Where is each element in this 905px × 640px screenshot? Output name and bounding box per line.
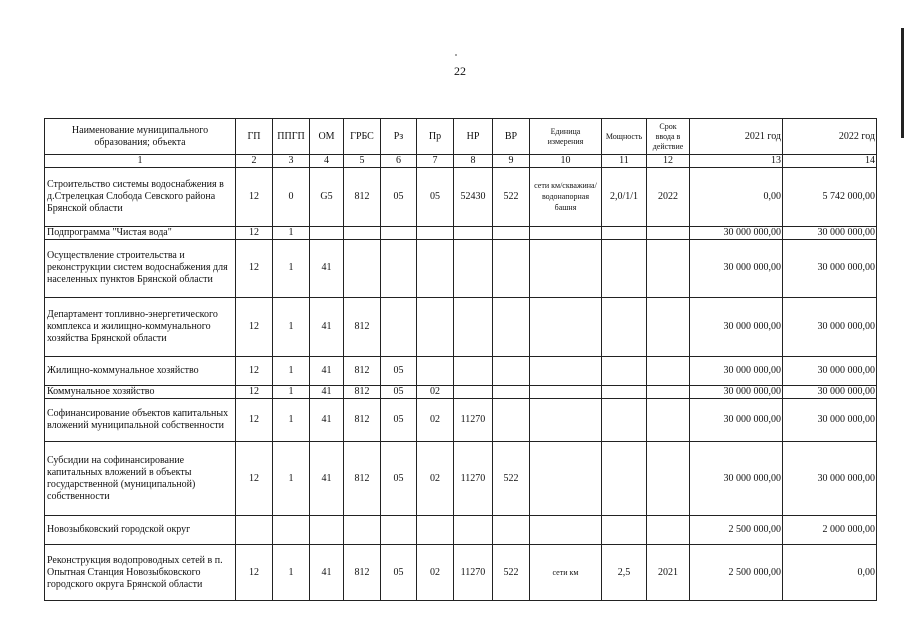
cell-rz: 05	[381, 545, 417, 601]
cell-y2022: 30 000 000,00	[783, 356, 877, 385]
cell-om: G5	[310, 168, 344, 227]
cell-rz	[381, 226, 417, 239]
cell-vr	[493, 226, 530, 239]
cell-name: Субсидии на софинансирование капитальных вложений в объекты государственной (муниципальной) собственности	[45, 442, 236, 516]
cell-pr	[417, 356, 454, 385]
cell-vr	[493, 385, 530, 398]
cell-om	[310, 226, 344, 239]
cell-name: Новозыбковский городской округ	[45, 516, 236, 545]
cell-name: Софинансирование объектов капитальных вложений муниципальной собственности	[45, 399, 236, 442]
cell-gp: 12	[236, 442, 273, 516]
cell-grbs: 812	[344, 298, 381, 357]
cell-unit	[530, 385, 602, 398]
column-number: 11	[602, 155, 647, 168]
cell-np	[454, 356, 493, 385]
cell-capacity	[602, 442, 647, 516]
cell-om: 41	[310, 545, 344, 601]
column-number: 14	[783, 155, 877, 168]
table-row	[45, 298, 877, 357]
cell-pr	[417, 239, 454, 298]
scan-speck	[455, 54, 457, 56]
cell-rz: 05	[381, 356, 417, 385]
column-number: 9	[493, 155, 530, 168]
cell-gp: 12	[236, 385, 273, 398]
cell-ppgp: 1	[273, 545, 310, 601]
header-pr: Пр	[417, 119, 454, 155]
cell-name: Строительство системы водоснабжения в д.Стрелецкая Слобода Севского района Брянской области	[45, 168, 236, 227]
table-row	[45, 399, 877, 442]
cell-capacity	[602, 226, 647, 239]
cell-name: Осуществление строительства и реконструкции систем водоснабжения для населенных пунктов Брянской области	[45, 239, 236, 298]
header-2021: 2021 год	[690, 119, 783, 155]
cell-capacity: 2,5	[602, 545, 647, 601]
column-number: 1	[45, 155, 236, 168]
column-number: 12	[647, 155, 690, 168]
cell-om	[310, 516, 344, 545]
cell-vr: 522	[493, 545, 530, 601]
table-row	[45, 168, 877, 227]
cell-unit: сети км	[530, 545, 602, 601]
cell-y2022: 5 742 000,00	[783, 168, 877, 227]
header-capacity: Мощность	[602, 119, 647, 155]
cell-rz	[381, 298, 417, 357]
header-ppgp: ППГП	[273, 119, 310, 155]
column-number: 8	[454, 155, 493, 168]
cell-rz: 05	[381, 168, 417, 227]
header-grbs: ГРБС	[344, 119, 381, 155]
cell-y2021: 30 000 000,00	[690, 356, 783, 385]
cell-y2021: 2 500 000,00	[690, 516, 783, 545]
cell-ppgp: 1	[273, 385, 310, 398]
cell-rz: 05	[381, 442, 417, 516]
cell-ppgp: 1	[273, 356, 310, 385]
cell-ppgp: 0	[273, 168, 310, 227]
column-number: 5	[344, 155, 381, 168]
cell-vr	[493, 298, 530, 357]
cell-om: 41	[310, 356, 344, 385]
cell-name: Реконструкция водопроводных сетей в п. Опытная Станция Новозыбковского городского округа Брянской области	[45, 545, 236, 601]
cell-pr: 02	[417, 385, 454, 398]
cell-pr: 05	[417, 168, 454, 227]
cell-np: 11270	[454, 399, 493, 442]
page-number: 22	[454, 64, 466, 78]
header-om: ОМ	[310, 119, 344, 155]
cell-grbs: 812	[344, 385, 381, 398]
column-number: 10	[530, 155, 602, 168]
header-term: Срок ввода в действие	[647, 119, 690, 155]
cell-pr: 02	[417, 545, 454, 601]
table-row	[45, 356, 877, 385]
cell-rz: 05	[381, 399, 417, 442]
cell-unit: сети км/скважина/водонапорная башня	[530, 168, 602, 227]
cell-ppgp: 1	[273, 226, 310, 239]
header-name: Наименование муниципального образования; объекта	[45, 119, 236, 155]
cell-unit	[530, 442, 602, 516]
cell-y2021: 30 000 000,00	[690, 399, 783, 442]
cell-rz: 05	[381, 385, 417, 398]
cell-capacity: 2,0/1/1	[602, 168, 647, 227]
column-number: 4	[310, 155, 344, 168]
header-np: НР	[454, 119, 493, 155]
cell-y2022: 30 000 000,00	[783, 239, 877, 298]
cell-gp: 12	[236, 356, 273, 385]
cell-term	[647, 298, 690, 357]
cell-y2022: 30 000 000,00	[783, 385, 877, 398]
table-body	[45, 168, 877, 601]
cell-vr	[493, 399, 530, 442]
header-2022: 2022 год	[783, 119, 877, 155]
cell-om: 41	[310, 239, 344, 298]
cell-y2022: 30 000 000,00	[783, 226, 877, 239]
header-row	[45, 119, 877, 155]
cell-np	[454, 385, 493, 398]
cell-capacity	[602, 356, 647, 385]
cell-term	[647, 356, 690, 385]
cell-y2021: 2 500 000,00	[690, 545, 783, 601]
cell-capacity	[602, 516, 647, 545]
cell-gp: 12	[236, 226, 273, 239]
cell-gp	[236, 516, 273, 545]
column-number: 2	[236, 155, 273, 168]
cell-grbs	[344, 226, 381, 239]
cell-pr	[417, 226, 454, 239]
column-number-row	[45, 155, 877, 168]
cell-capacity	[602, 399, 647, 442]
cell-term	[647, 385, 690, 398]
cell-pr: 02	[417, 399, 454, 442]
header-unit: Единица измерения	[530, 119, 602, 155]
table-row	[45, 226, 877, 239]
cell-np: 11270	[454, 442, 493, 516]
cell-term	[647, 442, 690, 516]
cell-gp: 12	[236, 168, 273, 227]
cell-term	[647, 226, 690, 239]
cell-name: Департамент топливно-энергетического комплекса и жилищно-коммунального хозяйства Брянской области	[45, 298, 236, 357]
cell-y2021: 0,00	[690, 168, 783, 227]
cell-np: 52430	[454, 168, 493, 227]
cell-gp: 12	[236, 239, 273, 298]
cell-capacity	[602, 385, 647, 398]
cell-term: 2021	[647, 545, 690, 601]
cell-np	[454, 298, 493, 357]
cell-name: Подпрограмма "Чистая вода"	[45, 226, 236, 239]
cell-om: 41	[310, 442, 344, 516]
cell-vr	[493, 356, 530, 385]
column-number: 3	[273, 155, 310, 168]
cell-grbs: 812	[344, 545, 381, 601]
cell-y2022: 30 000 000,00	[783, 399, 877, 442]
cell-np	[454, 239, 493, 298]
cell-pr: 02	[417, 442, 454, 516]
cell-unit	[530, 239, 602, 298]
cell-unit	[530, 516, 602, 545]
cell-y2021: 30 000 000,00	[690, 239, 783, 298]
cell-grbs: 812	[344, 399, 381, 442]
cell-term: 2022	[647, 168, 690, 227]
table-row	[45, 442, 877, 516]
cell-y2022: 30 000 000,00	[783, 442, 877, 516]
column-number: 6	[381, 155, 417, 168]
budget-table	[44, 118, 877, 601]
cell-om: 41	[310, 399, 344, 442]
cell-rz	[381, 516, 417, 545]
table-row	[45, 545, 877, 601]
cell-np: 11270	[454, 545, 493, 601]
cell-unit	[530, 298, 602, 357]
cell-ppgp: 1	[273, 298, 310, 357]
cell-name: Жилищно-коммунальное хозяйство	[45, 356, 236, 385]
header-rz: Рз	[381, 119, 417, 155]
cell-gp: 12	[236, 399, 273, 442]
scan-edge-bar	[901, 28, 904, 138]
cell-y2021: 30 000 000,00	[690, 298, 783, 357]
cell-grbs: 812	[344, 356, 381, 385]
cell-name: Коммунальное хозяйство	[45, 385, 236, 398]
cell-ppgp: 1	[273, 442, 310, 516]
cell-vr	[493, 516, 530, 545]
cell-grbs	[344, 516, 381, 545]
cell-term	[647, 239, 690, 298]
header-vr: ВР	[493, 119, 530, 155]
cell-np	[454, 226, 493, 239]
table-row	[45, 516, 877, 545]
column-number: 7	[417, 155, 454, 168]
cell-unit	[530, 356, 602, 385]
cell-vr	[493, 239, 530, 298]
cell-om: 41	[310, 298, 344, 357]
cell-grbs	[344, 239, 381, 298]
table-row	[45, 239, 877, 298]
cell-ppgp: 1	[273, 399, 310, 442]
header-gp: ГП	[236, 119, 273, 155]
table-row	[45, 385, 877, 398]
column-number: 13	[690, 155, 783, 168]
cell-pr	[417, 516, 454, 545]
cell-y2022: 2 000 000,00	[783, 516, 877, 545]
cell-gp: 12	[236, 545, 273, 601]
cell-ppgp: 1	[273, 239, 310, 298]
cell-vr: 522	[493, 168, 530, 227]
cell-vr: 522	[493, 442, 530, 516]
cell-y2021: 30 000 000,00	[690, 226, 783, 239]
cell-np	[454, 516, 493, 545]
cell-capacity	[602, 239, 647, 298]
cell-term	[647, 516, 690, 545]
cell-pr	[417, 298, 454, 357]
cell-gp: 12	[236, 298, 273, 357]
cell-unit	[530, 226, 602, 239]
cell-grbs: 812	[344, 168, 381, 227]
cell-term	[647, 399, 690, 442]
cell-rz	[381, 239, 417, 298]
cell-y2022: 30 000 000,00	[783, 298, 877, 357]
cell-unit	[530, 399, 602, 442]
cell-y2021: 30 000 000,00	[690, 385, 783, 398]
cell-y2022: 0,00	[783, 545, 877, 601]
cell-grbs: 812	[344, 442, 381, 516]
cell-ppgp	[273, 516, 310, 545]
cell-y2021: 30 000 000,00	[690, 442, 783, 516]
cell-om: 41	[310, 385, 344, 398]
cell-capacity	[602, 298, 647, 357]
